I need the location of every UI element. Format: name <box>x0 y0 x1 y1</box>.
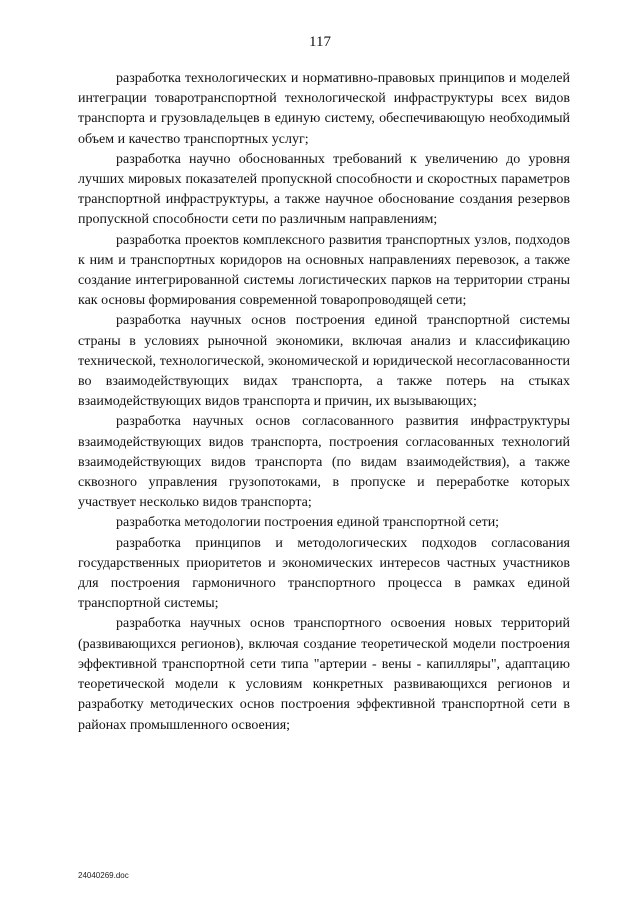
paragraph: разработка научных основ транспортного освоения новых территорий (развивающихся регионов), включая создание теоретической модели построения эффективной транспортной сети типа "артерии - вены - капилляры", адаптацию теоретической модели к условиям конкретных развивающихся регионов и разработку методических основ построения эффективной транспортной сети в районах промышленного освоения; <box>78 616 570 733</box>
page-number: 117 <box>309 34 331 50</box>
paragraph: разработка научно обоснованных требований к увеличению до уровня лучших мировых показателей пропускной способности и скоростных параметров транспортной инфраструктуры, а также научное обоснование создания резервов пропускной способности сети по различным направлениям; <box>78 151 570 228</box>
paragraph: разработка принципов и методологических подходов согласования государственных приоритетов и экономических интересов частных участников для построения гармоничного транспортного процесса в рамках единой транспортной системы; <box>78 535 570 612</box>
paragraph: разработка проектов комплексного развития транспортных узлов, подходов к ним и транспортных коридоров на основных направлениях перевозок, а также создание интегрированной системы логистических парков на территории страны как основы формирования современной товаропроводящей сети; <box>78 232 570 309</box>
paragraph: разработка научных основ построения единой транспортной системы страны в условиях рыночной экономики, включая анализ и классификацию технической, технологической, экономической и юридической несогласованности во взаимодействующих видах транспорта, а также потерь на стыках взаимодействующих видов транспорта и причин, их вызывающих; <box>78 313 570 410</box>
paragraph: разработка технологических и нормативно-правовых принципов и моделей интеграции товаротранспортной технологической инфраструктуры всех видов транспорта и грузовладельцев в единую систему, обеспечивающую необходимый объем и качество транспортных услуг; <box>78 71 570 147</box>
body-text <box>78 69 570 736</box>
paragraph: разработка методологии построения единой транспортной сети; <box>116 515 500 531</box>
paragraph: разработка научных основ согласованного развития инфраструктуры взаимодействующих видов транспорта, построения согласованных технологий взаимодействующих видов транспорта (по видам взаимодействия), а также сквозного управления грузопотоками, в пропуске и переработке которых участвует несколько видов транспорта; <box>78 414 570 511</box>
footer-filename: 24040269.doc <box>78 871 129 880</box>
